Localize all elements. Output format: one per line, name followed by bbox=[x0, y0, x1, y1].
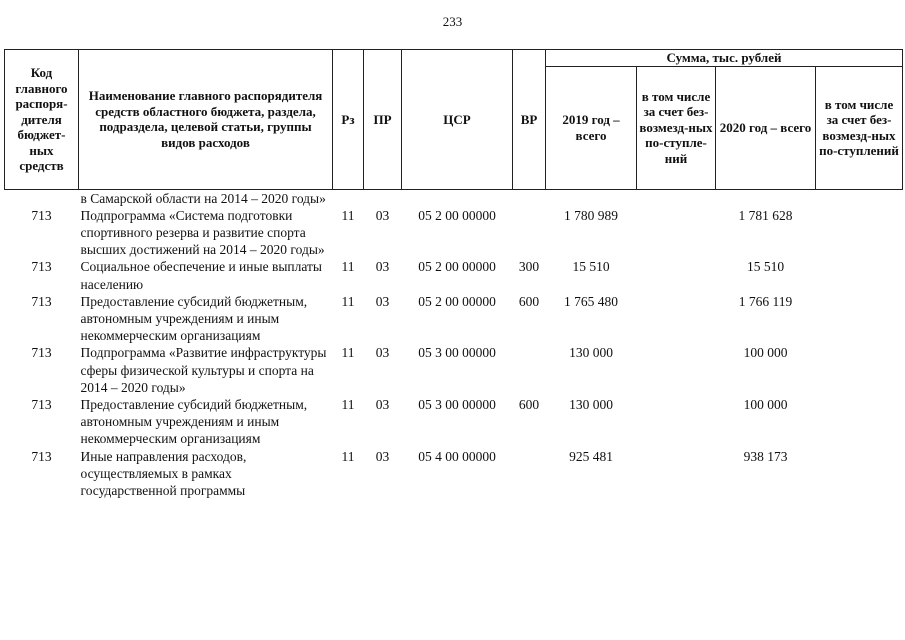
row-code: 713 bbox=[31, 396, 52, 412]
row-name: Иные направления расходов, осуществляемых в рамках государственной программы bbox=[80, 448, 247, 498]
row-pr: 03 bbox=[375, 448, 390, 464]
row-2019-free bbox=[637, 207, 716, 259]
header-pr: ПР bbox=[364, 50, 402, 190]
table-row bbox=[5, 448, 903, 500]
row-2019-free bbox=[637, 189, 716, 207]
row-vr: 600 bbox=[518, 293, 540, 309]
row-2019-total bbox=[546, 189, 637, 207]
row-2019-free bbox=[637, 448, 716, 500]
row-code: 713 bbox=[31, 207, 52, 223]
row-name: Подпрограмма «Развитие инфраструктуры сферы физической культуры и спорта на 2014 – 2020 годы» bbox=[80, 345, 327, 395]
row-code bbox=[5, 189, 79, 207]
row-2020-free bbox=[816, 258, 903, 292]
table-row bbox=[5, 293, 903, 345]
header-vr: ВР bbox=[513, 50, 546, 190]
row-vr: 300 bbox=[518, 259, 540, 275]
table-row bbox=[5, 396, 903, 448]
header-csr: ЦСР bbox=[402, 50, 513, 190]
row-pr bbox=[364, 189, 402, 207]
row-code: 713 bbox=[31, 345, 52, 361]
row-vr: 600 bbox=[518, 396, 540, 412]
row-2020-free bbox=[816, 396, 903, 448]
row-2020-free bbox=[816, 293, 903, 345]
row-2019-total: 130 000 bbox=[569, 345, 613, 361]
row-code: 713 bbox=[31, 293, 52, 309]
table-row bbox=[5, 258, 903, 292]
row-vr bbox=[513, 448, 546, 500]
row-2020-total: 100 000 bbox=[743, 396, 788, 412]
row-2019-free bbox=[637, 396, 716, 448]
row-name: в Самарской области на 2014 – 2020 годы» bbox=[80, 190, 326, 206]
row-rz: 11 bbox=[341, 345, 355, 361]
row-csr: 05 2 00 00000 bbox=[418, 293, 496, 309]
row-rz: 11 bbox=[341, 448, 355, 464]
row-vr bbox=[513, 189, 546, 207]
row-2019-free bbox=[637, 258, 716, 292]
row-2020-free bbox=[816, 189, 903, 207]
row-pr: 03 bbox=[375, 345, 390, 361]
header-2020-total: 2020 год – всего bbox=[716, 66, 816, 189]
row-name: Предоставление субсидий бюджетным, автономным учреждениям и иным некоммерческим организациям bbox=[80, 396, 308, 447]
table-row bbox=[5, 207, 903, 259]
row-2019-total: 1 765 480 bbox=[564, 293, 618, 309]
row-pr: 03 bbox=[375, 259, 390, 275]
row-2020-total: 1 781 628 bbox=[738, 207, 793, 223]
table-body bbox=[5, 189, 903, 499]
row-rz: 11 bbox=[341, 207, 355, 223]
row-2019-total: 925 481 bbox=[569, 448, 613, 464]
row-csr: 05 4 00 00000 bbox=[418, 448, 496, 464]
row-name: Социальное обеспечение и иные выплаты населению bbox=[80, 259, 322, 292]
row-2020-free bbox=[816, 448, 903, 500]
row-pr: 03 bbox=[375, 293, 390, 309]
row-csr: 05 3 00 00000 bbox=[418, 345, 496, 361]
row-2020-total: 1 766 119 bbox=[738, 293, 793, 309]
row-2020-free bbox=[816, 207, 903, 259]
row-2020-free bbox=[816, 344, 903, 396]
row-2020-total: 100 000 bbox=[743, 345, 788, 361]
row-2019-total: 1 780 989 bbox=[564, 207, 618, 223]
row-code: 713 bbox=[31, 448, 52, 464]
page-number: 233 bbox=[442, 14, 463, 29]
header-sum-group: Сумма, тыс. рублей bbox=[546, 50, 903, 67]
row-2019-total: 15 510 bbox=[572, 259, 610, 275]
header-rz: Рз bbox=[333, 50, 364, 190]
row-name: Подпрограмма «Система подготовки спортивного резерва и развитие спорта высших достижений на 2014 – 2020 годы» bbox=[80, 207, 325, 258]
table-row bbox=[5, 344, 903, 396]
row-rz: 11 bbox=[341, 293, 355, 309]
row-2019-total: 130 000 bbox=[569, 396, 613, 412]
row-rz bbox=[333, 189, 364, 207]
row-csr bbox=[402, 189, 513, 207]
header-code: Код главного распоря-дителя бюджет-ных средств bbox=[5, 50, 79, 190]
row-rz: 11 bbox=[341, 259, 355, 275]
row-2020-total bbox=[716, 189, 816, 207]
header-2020-free: в том числе за счет без-возмезд-ных по-ступлений bbox=[816, 66, 903, 189]
row-2019-free bbox=[637, 344, 716, 396]
row-2019-free bbox=[637, 293, 716, 345]
row-vr bbox=[513, 344, 546, 396]
row-2020-total: 15 510 bbox=[746, 259, 785, 275]
row-csr: 05 2 00 00000 bbox=[418, 207, 496, 223]
row-pr: 03 bbox=[375, 207, 390, 223]
header-2019-total: 2019 год – всего bbox=[546, 66, 637, 189]
header-name: Наименование главного распорядителя средств областного бюджета, раздела, подраздела, целевой статьи, группы видов расходов bbox=[79, 50, 333, 190]
row-vr bbox=[513, 207, 546, 259]
budget-table bbox=[4, 49, 903, 499]
row-name: Предоставление субсидий бюджетным, автономным учреждениям и иным некоммерческим организациям bbox=[80, 293, 308, 344]
header-2019-free: в том числе за счет без-возмезд-ных по-ступле-ний bbox=[637, 66, 716, 189]
row-2020-total: 938 173 bbox=[743, 448, 788, 464]
row-code: 713 bbox=[31, 259, 52, 275]
row-pr: 03 bbox=[375, 396, 390, 412]
table-header bbox=[5, 50, 903, 190]
row-rz: 11 bbox=[341, 396, 355, 412]
table-row bbox=[5, 189, 903, 207]
row-csr: 05 3 00 00000 bbox=[418, 396, 496, 412]
row-csr: 05 2 00 00000 bbox=[418, 259, 496, 275]
